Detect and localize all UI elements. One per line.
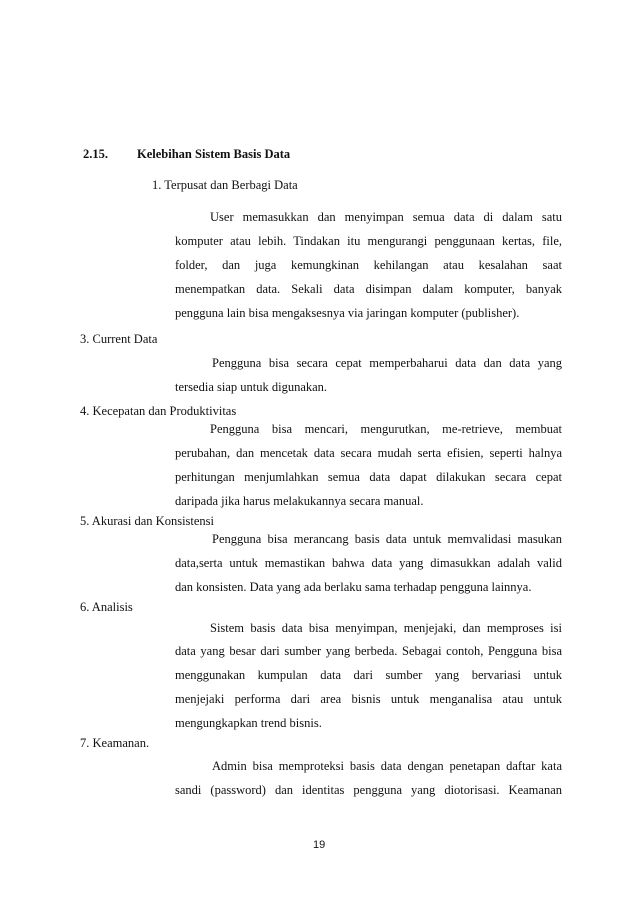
paragraph-line: Sistem basis data bisa menyimpan, menjejaki, dan memproses isi: [210, 621, 562, 635]
paragraph-line: menggunakan kumpulan data dari sumber yang bervariasi untuk: [175, 668, 562, 682]
paragraph-line: Pengguna bisa mencari, mengurutkan, me-retrieve, membuat: [210, 422, 562, 436]
paragraph-line: User memasukkan dan menyimpan semua data di dalam satu: [210, 210, 562, 224]
paragraph-line: data yang besar dari sumber yang berbeda. Sebagai contoh, Pengguna bisa: [175, 644, 562, 658]
item-label: 3. Current Data: [80, 332, 158, 346]
paragraph-line: perubahan, dan mencetak data secara mudah serta efisien, seperti halnya: [175, 446, 562, 460]
paragraph-line: Pengguna bisa secara cepat memperbaharui data dan data yang: [212, 356, 562, 370]
paragraph-line: daripada jika harus melakukannya secara manual.: [175, 494, 424, 508]
paragraph-line: pengguna lain bisa mengaksesnya via jaringan komputer (publisher).: [175, 306, 520, 320]
paragraph-line: perhitungan menjumlahkan semua data dapat dilakukan secara cepat: [175, 470, 562, 484]
item-label: 6. Analisis: [80, 600, 133, 614]
item-label: 5. Akurasi dan Konsistensi: [80, 514, 215, 528]
paragraph-line: data,serta untuk memastikan bahwa data yang dimasukkan adalah valid: [175, 556, 562, 570]
section-number: 2.15.: [83, 147, 108, 161]
paragraph-line: komputer atau lebih. Tindakan itu mengurangi penggunaan kertas, file,: [175, 234, 562, 248]
paragraph-line: dan konsisten. Data yang ada berlaku sama terhadap pengguna lainnya.: [175, 580, 532, 594]
paragraph-line: Pengguna bisa merancang basis data untuk memvalidasi masukan: [212, 532, 562, 546]
item-label: 7. Keamanan.: [80, 736, 150, 750]
page-number: 19: [313, 839, 326, 851]
paragraph-line: folder, dan juga kemungkinan kehilangan atau kesalahan saat: [175, 258, 562, 272]
item-label: 1. Terpusat dan Berbagi Data: [152, 178, 298, 192]
paragraph-line: tersedia siap untuk digunakan.: [175, 380, 328, 394]
paragraph-line: menempatkan data. Sekali data disimpan dalam komputer, banyak: [175, 282, 562, 296]
paragraph-line: Admin bisa memproteksi basis data dengan penetapan daftar kata: [212, 759, 562, 773]
paragraph-line: sandi (password) dan identitas pengguna yang diotorisasi. Keamanan: [175, 783, 562, 797]
section-title: Kelebihan Sistem Basis Data: [137, 147, 291, 161]
item-label: 4. Kecepatan dan Produktivitas: [80, 404, 237, 418]
paragraph-line: mengungkapkan trend bisnis.: [175, 716, 322, 730]
paragraph-line: menjejaki performa dari area bisnis untuk menganalisa atau untuk: [175, 692, 562, 706]
